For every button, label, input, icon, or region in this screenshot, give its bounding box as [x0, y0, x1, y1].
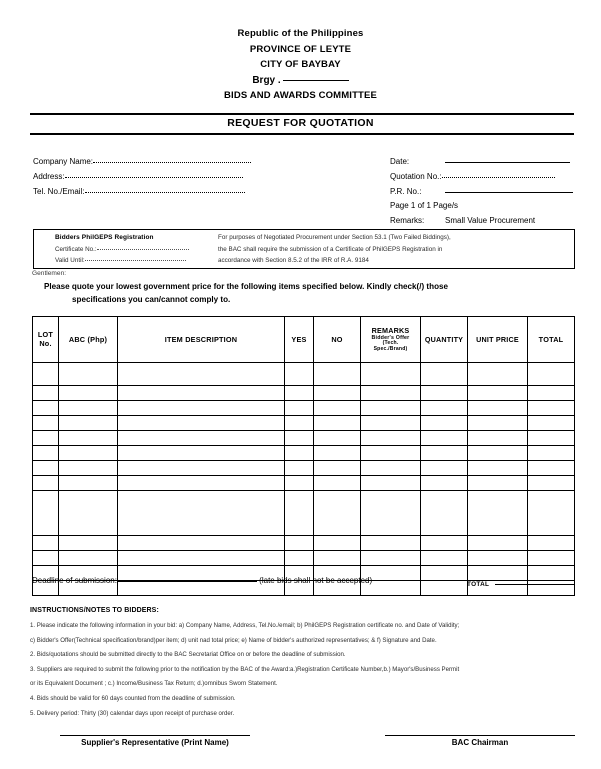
cell-remarks[interactable]	[361, 416, 421, 431]
cell-yes[interactable]	[285, 491, 314, 536]
cell-total[interactable]	[528, 386, 575, 401]
deadline-note: (late bids shall not be accepted)	[259, 576, 373, 585]
instruction-line: 1. Please indicate the following information in your bid: a) Company Name, Address, Tel.No./email; b) PhilGEPS Registration certificate no. and Date of Validity;	[30, 622, 460, 629]
cell-item-description[interactable]	[118, 401, 285, 416]
philgeps-note-line-1: For purposes of Negotiated Procurement under Section 53.1 (Two Failed Biddings),	[218, 234, 451, 241]
address-label: Address:	[33, 171, 65, 181]
quotation-no-input[interactable]	[442, 177, 555, 178]
th-quantity: QUANTITY	[421, 317, 468, 363]
philgeps-valid-until-field	[55, 255, 189, 267]
table-row[interactable]	[33, 363, 575, 386]
cell-yes[interactable]	[285, 476, 314, 491]
remarks-value: Small Value Procurement	[445, 216, 536, 226]
cell-yes[interactable]	[285, 386, 314, 401]
cell-unit-price[interactable]	[468, 476, 528, 491]
philgeps-note-line-3: accordance with Section 8.5.2 of the IRR of R.A. 9184	[218, 257, 369, 265]
philgeps-title: Bidders PhilGEPS Registration	[55, 234, 154, 241]
cell-unit-price[interactable]	[468, 363, 528, 386]
cell-abc[interactable]	[59, 386, 118, 401]
cell-item-description[interactable]	[118, 386, 285, 401]
remarks-label: Remarks:	[390, 216, 425, 226]
table-row[interactable]	[33, 386, 575, 401]
cell-quantity[interactable]	[421, 581, 468, 596]
instruction-line: or its Equivalent Document ; c.) Income/Business Tax Return; d.)omnibus Sworn Statement.	[30, 680, 278, 688]
quotation-no-field	[390, 170, 573, 185]
bac-chairman-signature-line	[385, 735, 575, 736]
quotation-info-block	[390, 155, 573, 229]
th-remarks-line3: (Tech.	[382, 340, 399, 347]
grand-total-label: TOTAL	[467, 581, 490, 588]
table-row[interactable]	[33, 416, 575, 431]
company-name-field	[33, 155, 251, 170]
date-label: Date:	[390, 157, 410, 166]
cell-lot-no[interactable]	[33, 416, 59, 431]
cell-unit-price[interactable]	[468, 386, 528, 401]
cell-abc[interactable]	[59, 446, 118, 461]
bidder-info-block	[33, 155, 251, 199]
instruction-line: 2. Bids/quotations should be submitted directly to the BAC Secretariat Office on or before the deadline of submission.	[30, 651, 346, 659]
cell-yes[interactable]	[285, 446, 314, 461]
supplier-signature-line	[60, 735, 250, 736]
tel-email-field	[33, 185, 251, 200]
cell-lot-no[interactable]	[33, 446, 59, 461]
cell-yes[interactable]	[285, 363, 314, 386]
cell-yes[interactable]	[285, 401, 314, 416]
cell-item-description[interactable]	[118, 551, 285, 566]
cell-abc[interactable]	[59, 401, 118, 416]
cell-quantity[interactable]	[421, 431, 468, 446]
salutation-body	[44, 280, 564, 306]
cell-no[interactable]	[314, 476, 361, 491]
table-row[interactable]	[33, 491, 575, 536]
document-header	[0, 26, 601, 104]
th-lot-no	[33, 317, 59, 363]
cell-unit-price[interactable]	[468, 446, 528, 461]
cell-lot-no[interactable]	[33, 491, 59, 536]
cell-unit-price[interactable]	[468, 551, 528, 566]
cell-total[interactable]	[528, 363, 575, 386]
cell-yes[interactable]	[285, 461, 314, 476]
quotation-no-label: Quotation No.:	[390, 171, 442, 181]
cell-no[interactable]	[314, 551, 361, 566]
cell-unit-price[interactable]	[468, 401, 528, 416]
grand-total-underline	[495, 584, 574, 585]
header-brgy-field	[0, 73, 601, 89]
header-line-republic: Republic of the Philippines	[237, 28, 364, 39]
salutation-gentlemen: Gentlemen:	[32, 270, 67, 277]
cell-lot-no[interactable]	[33, 431, 59, 446]
cell-abc[interactable]	[59, 461, 118, 476]
philgeps-certificate-field	[55, 244, 189, 256]
cell-remarks[interactable]	[361, 401, 421, 416]
cell-quantity[interactable]	[421, 386, 468, 401]
instruction-line: c) Bidder's Offer(Technical specification/brand)per item; d) unit nad total price; e) Name of bidder's authorized representatives; & f) Signature and Date.	[30, 636, 437, 644]
pr-no-field	[390, 185, 573, 200]
cell-no[interactable]	[314, 446, 361, 461]
brgy-label: Brgy .	[252, 74, 281, 86]
quotation-items-table	[32, 316, 575, 596]
cell-no[interactable]	[314, 416, 361, 431]
cell-no[interactable]	[314, 431, 361, 446]
title-rule-top	[30, 113, 574, 115]
header-line-bac: BIDS AND AWARDS COMMITTEE	[224, 90, 377, 102]
table-body	[33, 363, 575, 596]
cell-quantity[interactable]	[421, 461, 468, 476]
cell-total[interactable]	[528, 536, 575, 551]
philgeps-certificate-input[interactable]	[97, 249, 189, 250]
cell-abc[interactable]	[59, 491, 118, 536]
cell-abc[interactable]	[59, 416, 118, 431]
philgeps-note-line-2: the BAC shall require the submission of a Certificate of PhilGEPS Registration in	[218, 245, 443, 253]
cell-item-description[interactable]	[118, 431, 285, 446]
title-rule-bottom	[30, 133, 574, 135]
table-row[interactable]	[33, 536, 575, 551]
bac-chairman-signature-label: BAC Chairman	[451, 738, 509, 747]
cell-remarks[interactable]	[361, 536, 421, 551]
cell-total[interactable]	[528, 416, 575, 431]
table-row[interactable]	[33, 446, 575, 461]
th-lot-no-line2: No.	[39, 338, 52, 348]
cell-lot-no[interactable]	[33, 476, 59, 491]
deadline-input[interactable]	[117, 581, 257, 582]
remarks-field	[390, 214, 573, 229]
cell-item-description[interactable]	[118, 363, 285, 386]
cell-quantity[interactable]	[421, 536, 468, 551]
cell-remarks[interactable]	[361, 386, 421, 401]
cell-no[interactable]	[314, 461, 361, 476]
cell-abc[interactable]	[59, 536, 118, 551]
cell-unit-price[interactable]	[468, 491, 528, 536]
cell-quantity[interactable]	[421, 446, 468, 461]
th-yes: YES	[285, 317, 314, 363]
cell-quantity[interactable]	[421, 491, 468, 536]
th-remarks-line4: Spec./Brand)	[373, 345, 408, 352]
cell-item-description[interactable]	[118, 461, 285, 476]
cell-item-description[interactable]	[118, 491, 285, 536]
th-abc: ABC (Php)	[59, 317, 118, 363]
cell-yes[interactable]	[285, 551, 314, 566]
cell-quantity[interactable]	[421, 363, 468, 386]
tel-email-label: Tel. No./Email:	[33, 186, 85, 196]
philgeps-valid-until-input[interactable]	[85, 260, 186, 261]
cell-no[interactable]	[314, 536, 361, 551]
cell-total[interactable]	[528, 446, 575, 461]
page-title: REQUEST FOR QUOTATION	[227, 117, 374, 129]
th-remarks-line1: REMARKS	[371, 326, 410, 336]
cell-abc[interactable]	[59, 476, 118, 491]
cell-abc[interactable]	[59, 431, 118, 446]
cell-remarks[interactable]	[361, 461, 421, 476]
cell-quantity[interactable]	[421, 476, 468, 491]
cell-remarks[interactable]	[361, 363, 421, 386]
cell-lot-no[interactable]	[33, 536, 59, 551]
cell-item-description[interactable]	[118, 416, 285, 431]
tel-email-input[interactable]	[85, 192, 245, 193]
supplier-signature-label: Supplier's Representative (Print Name)	[81, 738, 229, 747]
cell-remarks[interactable]	[361, 476, 421, 491]
philgeps-left-block	[55, 232, 189, 267]
cell-item-description[interactable]	[118, 476, 285, 491]
cell-total[interactable]	[528, 476, 575, 491]
cell-lot-no[interactable]	[33, 461, 59, 476]
table-row[interactable]	[33, 551, 575, 566]
company-name-input[interactable]	[93, 162, 251, 163]
th-total: TOTAL	[528, 317, 575, 363]
cell-quantity[interactable]	[421, 401, 468, 416]
table-row[interactable]	[33, 461, 575, 476]
cell-yes[interactable]	[285, 416, 314, 431]
cell-quantity[interactable]	[421, 416, 468, 431]
table-row[interactable]	[33, 476, 575, 491]
cell-unit-price[interactable]	[468, 461, 528, 476]
cell-no[interactable]	[314, 386, 361, 401]
cell-total[interactable]	[528, 461, 575, 476]
pr-no-label: P.R. No.:	[390, 186, 422, 196]
th-lot-no-line1: LOT	[37, 330, 54, 340]
th-unit-price: UNIT PRICE	[468, 317, 528, 363]
cell-abc[interactable]	[59, 363, 118, 386]
cell-total[interactable]	[528, 431, 575, 446]
philgeps-certificate-label: Certificate No.:	[55, 245, 97, 253]
cell-item-description[interactable]	[118, 536, 285, 551]
cell-total[interactable]	[528, 551, 575, 566]
cell-remarks[interactable]	[361, 551, 421, 566]
date-field	[390, 155, 573, 170]
cell-unit-price[interactable]	[468, 416, 528, 431]
cell-no[interactable]	[314, 363, 361, 386]
cell-remarks[interactable]	[361, 431, 421, 446]
cell-remarks[interactable]	[361, 446, 421, 461]
instruction-line: 5. Delivery period: Thirty (30) calendar days upon receipt of purchase order.	[30, 709, 235, 717]
salutation-body-line-2: specifications you can/cannot comply to.	[72, 295, 231, 305]
table-row[interactable]	[33, 431, 575, 446]
th-remarks	[361, 317, 421, 363]
header-line-city: CITY OF BAYBAY	[260, 59, 341, 71]
brgy-blank-line[interactable]	[283, 80, 349, 81]
cell-quantity[interactable]	[421, 551, 468, 566]
cell-lot-no[interactable]	[33, 386, 59, 401]
philgeps-note-block	[218, 232, 451, 267]
instructions-list	[30, 619, 590, 721]
pr-no-input[interactable]	[445, 192, 573, 193]
company-name-label: Company Name:	[33, 157, 94, 166]
deadline-row	[32, 576, 372, 585]
instruction-line: 3. Suppliers are required to submit the following prior to the notification by the BAC of the Award:a.)Registration Certificate Number,b.) Mayor's/Business Permit	[30, 665, 460, 673]
deadline-label: Deadline of submission:	[32, 576, 117, 585]
table-header-row	[33, 317, 575, 363]
cell-lot-no[interactable]	[33, 363, 59, 386]
cell-unit-price[interactable]	[468, 536, 528, 551]
date-input[interactable]	[445, 162, 570, 163]
cell-abc[interactable]	[59, 551, 118, 566]
cell-no[interactable]	[314, 491, 361, 536]
th-item-description: ITEM DESCRIPTION	[118, 317, 285, 363]
th-no: NO	[314, 317, 361, 363]
address-input[interactable]	[65, 177, 243, 178]
cell-no[interactable]	[314, 401, 361, 416]
cell-total[interactable]	[528, 491, 575, 536]
cell-lot-no[interactable]	[33, 401, 59, 416]
cell-item-description[interactable]	[118, 446, 285, 461]
cell-yes[interactable]	[285, 536, 314, 551]
table-row[interactable]	[33, 401, 575, 416]
address-field	[33, 170, 251, 185]
cell-lot-no[interactable]	[33, 551, 59, 566]
th-remarks-stack	[361, 327, 420, 352]
cell-remarks[interactable]	[361, 491, 421, 536]
cell-yes[interactable]	[285, 431, 314, 446]
cell-total[interactable]	[528, 401, 575, 416]
page-count-label: Page 1 of 1 Page/s	[390, 201, 459, 211]
th-remarks-line2: Bidder's Offer	[371, 334, 410, 341]
salutation-body-line-1: Please quote your lowest government price for the following items specified below. Kindly check(/) those	[44, 282, 449, 291]
philgeps-valid-until-label: Valid Until:	[55, 257, 85, 265]
cell-quantity[interactable]	[421, 566, 468, 581]
instructions-title: INSTRUCTIONS/NOTES TO BIDDERS:	[30, 607, 159, 614]
instruction-line: 4. Bids should be valid for 60 days counted from the deadline of submission.	[30, 694, 236, 702]
header-line-province: PROVINCE OF LEYTE	[249, 43, 352, 55]
cell-unit-price[interactable]	[468, 431, 528, 446]
